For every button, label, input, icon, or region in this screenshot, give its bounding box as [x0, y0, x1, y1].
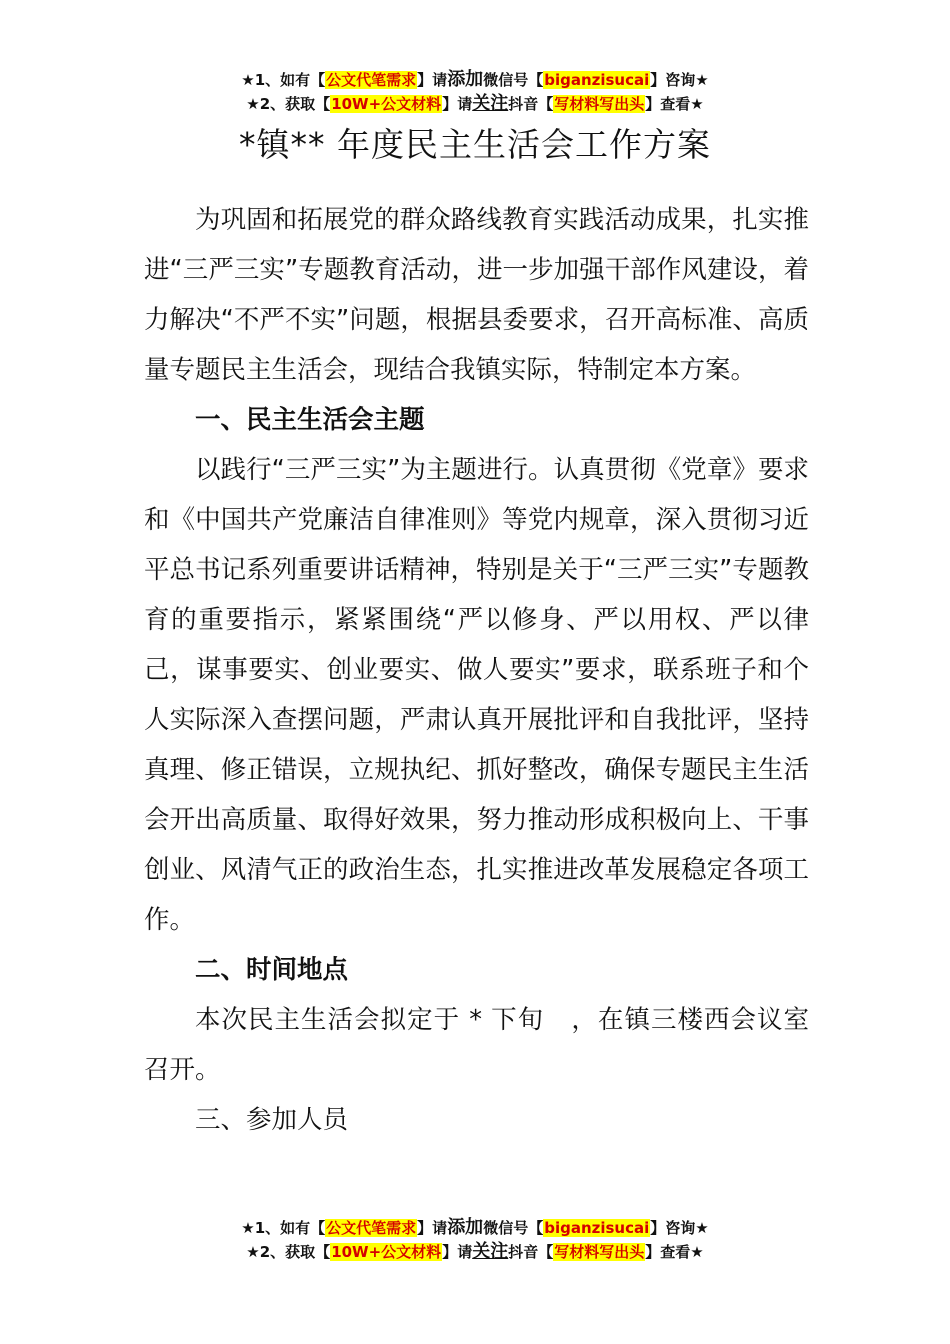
section-paragraph-time-place: 本次民主生活会拟定于 * 下旬 ，在镇三楼西会议室召开。: [144, 1005, 809, 1085]
promo-text: 抖音【: [508, 1243, 554, 1261]
section-heading-time-place: 二、时间地点: [195, 955, 349, 985]
promo-text: 】请: [442, 95, 473, 113]
promo-highlight: 写材料写出头: [554, 95, 645, 113]
promo-text: ★2、获取【: [246, 95, 331, 113]
promo-text: ★1、如有【: [241, 71, 326, 89]
promo-line-1: [0, 68, 950, 92]
promo-text: 抖音【: [508, 95, 554, 113]
promo-emphasis: 添加: [447, 1217, 484, 1238]
promo-text: 】请: [442, 1243, 473, 1261]
promo-banner-bottom: [0, 1216, 950, 1264]
promo-text: 】查看★: [645, 1243, 704, 1261]
promo-emphasis: 关注: [472, 93, 509, 114]
intro-paragraph: 为巩固和拓展党的群众路线教育实践活动成果，扎实推进“三严三实”专题教育活动，进一步加强干部作风建设，着力解决“不严不实”问题，根据县委要求，召开高标准、高质量专题民主生活会，现结合我镇实际，特制定本方案。: [144, 205, 809, 385]
promo-text: 微信号【: [483, 1219, 544, 1237]
promo-highlight: 10W+公文材料: [331, 1243, 442, 1261]
promo-emphasis: 关注: [472, 1241, 509, 1262]
promo-text: 】请: [417, 71, 448, 89]
promo-text: ★2、获取【: [246, 1243, 331, 1261]
section-heading-participants: 三、参加人员: [195, 1105, 349, 1135]
promo-highlight: 公文代笔需求: [326, 1219, 417, 1237]
promo-highlight: 公文代笔需求: [326, 71, 417, 89]
promo-text: 】咨询★: [650, 71, 709, 89]
promo-highlight: 写材料写出头: [554, 1243, 645, 1261]
promo-text: 】查看★: [645, 95, 704, 113]
promo-text: 】咨询★: [650, 1219, 709, 1237]
promo-text: 微信号【: [483, 71, 544, 89]
section-paragraph-theme: 以践行“三严三实”为主题进行。认真贯彻《党章》要求和《中国共产党廉洁自律准则》等党内规章，深入贯彻习近平总书记系列重要讲话精神，特别是关于“三严三实”专题教育的重要指示，紧紧围绕“严以修身、严以用权、严以律己，谋事要实、创业要实、做人要实”要求，联系班子和个人实际深入查摆问题，严肃认真开展批评和自我批评，坚持真理、修正错误，立规执纪、抓好整改，确保专题民主生活会开出高质量、取得好效果，努力推动形成积极向上、干事创业、风清气正的政治生态，扎实推进改革发展稳定各项工作。: [144, 455, 809, 935]
promo-line-1: [0, 1216, 950, 1240]
promo-banner-top: [0, 68, 950, 116]
promo-highlight: 10W+公文材料: [331, 95, 442, 113]
promo-highlight: biganzisucai: [544, 1219, 650, 1237]
document-title: *镇** 年度民主生活会工作方案: [239, 125, 711, 164]
promo-highlight: biganzisucai: [544, 71, 650, 89]
promo-text: ★1、如有【: [241, 1219, 326, 1237]
promo-line-2: [0, 92, 950, 116]
promo-text: 】请: [417, 1219, 448, 1237]
promo-line-2: [0, 1240, 950, 1264]
section-heading-theme: 一、民主生活会主题: [195, 405, 425, 435]
promo-emphasis: 添加: [447, 69, 484, 90]
document-body: [144, 195, 809, 1145]
